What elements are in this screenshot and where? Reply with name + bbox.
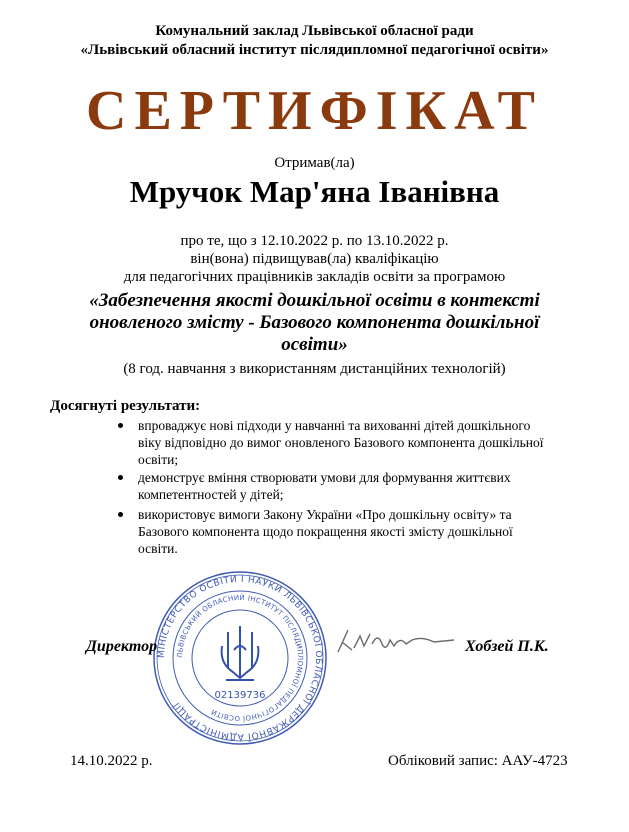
results-heading: Досягнуті результати: <box>50 398 201 414</box>
director-label: Директор <box>86 638 158 655</box>
recipient-name: Мручок Мар'яна Іванівна <box>129 174 500 209</box>
program-intro: для педагогічних працівників закладів освіти за програмою <box>123 269 506 285</box>
handwritten-signature <box>330 622 460 662</box>
stamp-inner-text: ЛЬВІВСЬКИЙ ОБЛАСНИЙ ІНСТИТУТ ПІСЛЯДИПЛОМНОЇ ПЕДАГОГІЧНОЇ ОСВІТИ <box>175 593 305 723</box>
bullet-icon <box>118 475 123 480</box>
hours-note: (8 год. навчання з використанням дистанційних технологій) <box>123 361 506 377</box>
list-item-line: віку відповідно до вимог оновленого Базового компонента дошкільної <box>138 435 544 450</box>
official-stamp <box>150 568 330 748</box>
list-item-line: компетентностей у дітей; <box>138 487 284 502</box>
program-title-line3: освіти» <box>281 334 348 355</box>
record-number: Обліковий запис: ААУ-4723 <box>388 753 568 769</box>
list-item-line: використовує вимоги Закону України «Про дошкільну освіту» та <box>138 507 512 522</box>
stamp-number: 02139736 <box>214 690 266 701</box>
qualification-line: він(вона) підвищував(ла) кваліфікацію <box>190 251 439 267</box>
bullet-icon <box>118 512 123 517</box>
program-title-line2: оновленого змісту - Базового компонента дошкільної <box>89 312 540 333</box>
issue-date: 14.10.2022 р. <box>70 753 153 769</box>
bullet-icon <box>118 423 123 428</box>
institution-name: Комунальний заклад Львівської обласної ради <box>155 23 474 39</box>
certificate-title: СЕРТИФІКАТ <box>86 80 543 142</box>
list-item-line: демонструє вміння створювати умови для формування життєвих <box>138 470 511 485</box>
list-item-line: Базового компонента щодо покращення якості змісту дошкільної <box>138 524 513 539</box>
institute-full-name: «Львівський обласний інститут післядипломної педагогічної освіти» <box>80 42 549 58</box>
dates-line: про те, що з 12.10.2022 р. по 13.10.2022 р. <box>180 233 449 249</box>
stamp-ring-text: МІНІСТЕРСТВО ОСВІТИ І НАУКИ ЛЬВІВСЬКОЇ ОБЛАСНОЇ ДЕРЖАВНОЇ АДМІНІСТРАЦІЇ <box>156 574 324 742</box>
received-label: Отримав(ла) <box>274 155 355 171</box>
director-name: Хобзей П.К. <box>465 638 549 655</box>
list-item-line: освіти. <box>138 541 178 556</box>
list-item-line: впроваджує нові підходи у навчанні та вихованні дітей дошкільного <box>138 418 531 433</box>
program-title <box>60 290 569 356</box>
trident-icon <box>222 626 259 680</box>
program-title-line1: «Забезпечення якості дошкільної освіти в контексті <box>89 290 540 311</box>
list-item-line: освіти; <box>138 452 179 467</box>
